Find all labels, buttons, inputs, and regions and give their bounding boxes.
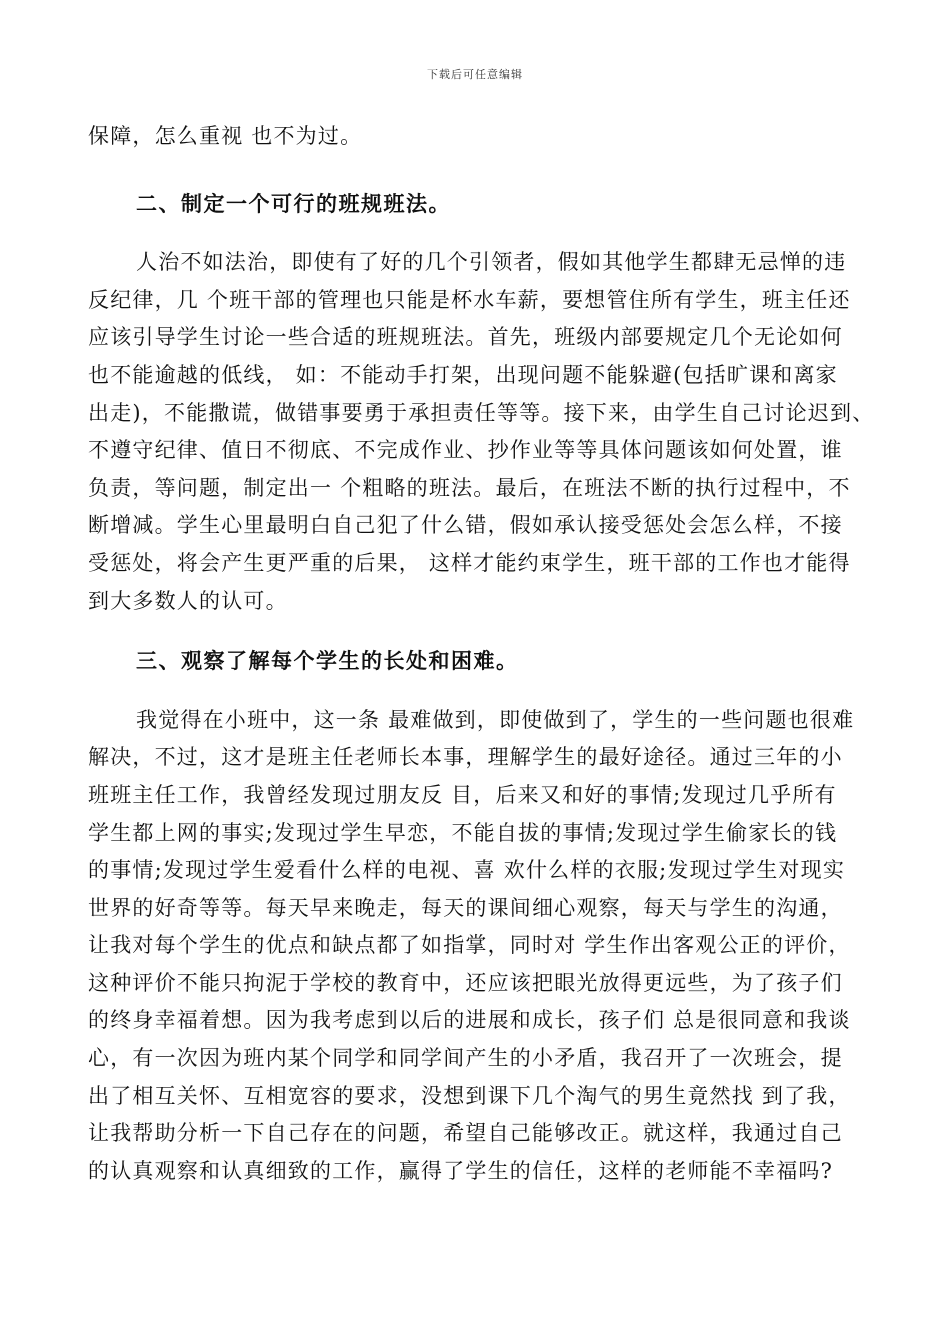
paragraph-line: 让我对每个学生的优点和缺点都了如指掌，同时对 学生作出客观公正的评价， <box>88 933 851 958</box>
paragraph-line: 也不能逾越的低线， 如：不能动手打架，出现问题不能躲避(包括旷课和离家 <box>88 362 838 387</box>
paragraph-line: 应该引导学生讨论一些合适的班规班法。首先，班级内部要规定几个无论如何 <box>88 325 843 350</box>
paragraph-line: 的认真观察和认真细致的工作，赢得了学生的信任，这样的老师能不幸福吗? <box>88 1158 834 1183</box>
paragraph-line: 学生都上网的事实;发现过学生早恋，不能自拔的事情;发现过学生偷家长的钱 <box>88 820 838 845</box>
paragraph-line: 让我帮助分析一下自己存在的问题，希望自己能够改正。就这样，我通过自己 <box>88 1121 843 1146</box>
paragraph-line: 断增减。学生心里最明白自己犯了什么错，假如承认接受惩处会怎么样，不接 <box>88 513 843 538</box>
document-body <box>88 118 875 1190</box>
paragraph-line: 世界的好奇等等。每天早来晚走，每天的课间细心观察，每天与学生的沟通， <box>88 895 843 920</box>
section-3-heading: 三、观察了解每个学生的长处和困难。 <box>136 648 519 674</box>
paragraph-line: 负责，等问题，制定出一 个粗略的班法。最后，在班法不断的执行过程中，不 <box>88 475 851 500</box>
intro-line: 保障，怎么重视 也不为过。 <box>88 124 363 148</box>
paragraph-line: 的事情;发现过学生爱看什么样的电视、喜 欢什么样的衣服;发现过学生对现实 <box>88 858 846 883</box>
paragraph-line: 出了相互关怀、互相宽容的要求，没想到课下几个淘气的男生竟然找 到了我， <box>88 1083 851 1108</box>
paragraph-line: 这种评价不能只拘泥于学校的教育中，还应该把眼光放得更远些，为了孩子们 <box>88 970 843 995</box>
paragraph-line: 我觉得在小班中，这一条 最难做到，即使做到了，学生的一些问题也很难 <box>136 707 855 732</box>
section-2-paragraph <box>88 244 875 620</box>
paragraph-line: 反纪律，几 个班干部的管理也只能是杯水车薪，要想管住所有学生，班主任还 <box>88 287 851 312</box>
paragraph-line: 受惩处，将会产生更严重的后果， 这样才能约束学生，班干部的工作也才能得 <box>88 550 851 575</box>
paragraph-line: 到大多数人的认可。 <box>88 588 288 613</box>
page-header: 下载后可任意编辑 <box>427 68 523 81</box>
paragraph-line: 不遵守纪律、值日不彻底、不完成作业、抄作业等等具体问题该如何处置，谁 <box>88 438 843 463</box>
paragraph-line: 心，有一次因为班内某个同学和同学间产生的小矛盾，我召开了一次班会，提 <box>88 1046 843 1071</box>
paragraph-line: 的终身幸福着想。因为我考虑到以后的进展和成长，孩子们 总是很同意和我谈 <box>88 1008 851 1033</box>
paragraph-line: 解决，不过，这才是班主任老师长本事，理解学生的最好途径。通过三年的小 <box>88 745 843 770</box>
paragraph-line: 班班主任工作，我曾经发现过朋友反 目，后来又和好的事情;发现过几乎所有 <box>88 782 837 807</box>
section-2-heading: 二、制定一个可行的班规班法。 <box>136 190 451 216</box>
paragraph-line: 出走)，不能撒谎，做错事要勇于承担责任等等。接下来，由学生自己讨论迟到、 <box>88 400 875 425</box>
section-3-paragraph <box>88 702 868 1191</box>
paragraph-line: 人治不如法治，即使有了好的几个引领者，假如其他学生都肆无忌惮的违 <box>136 250 847 275</box>
